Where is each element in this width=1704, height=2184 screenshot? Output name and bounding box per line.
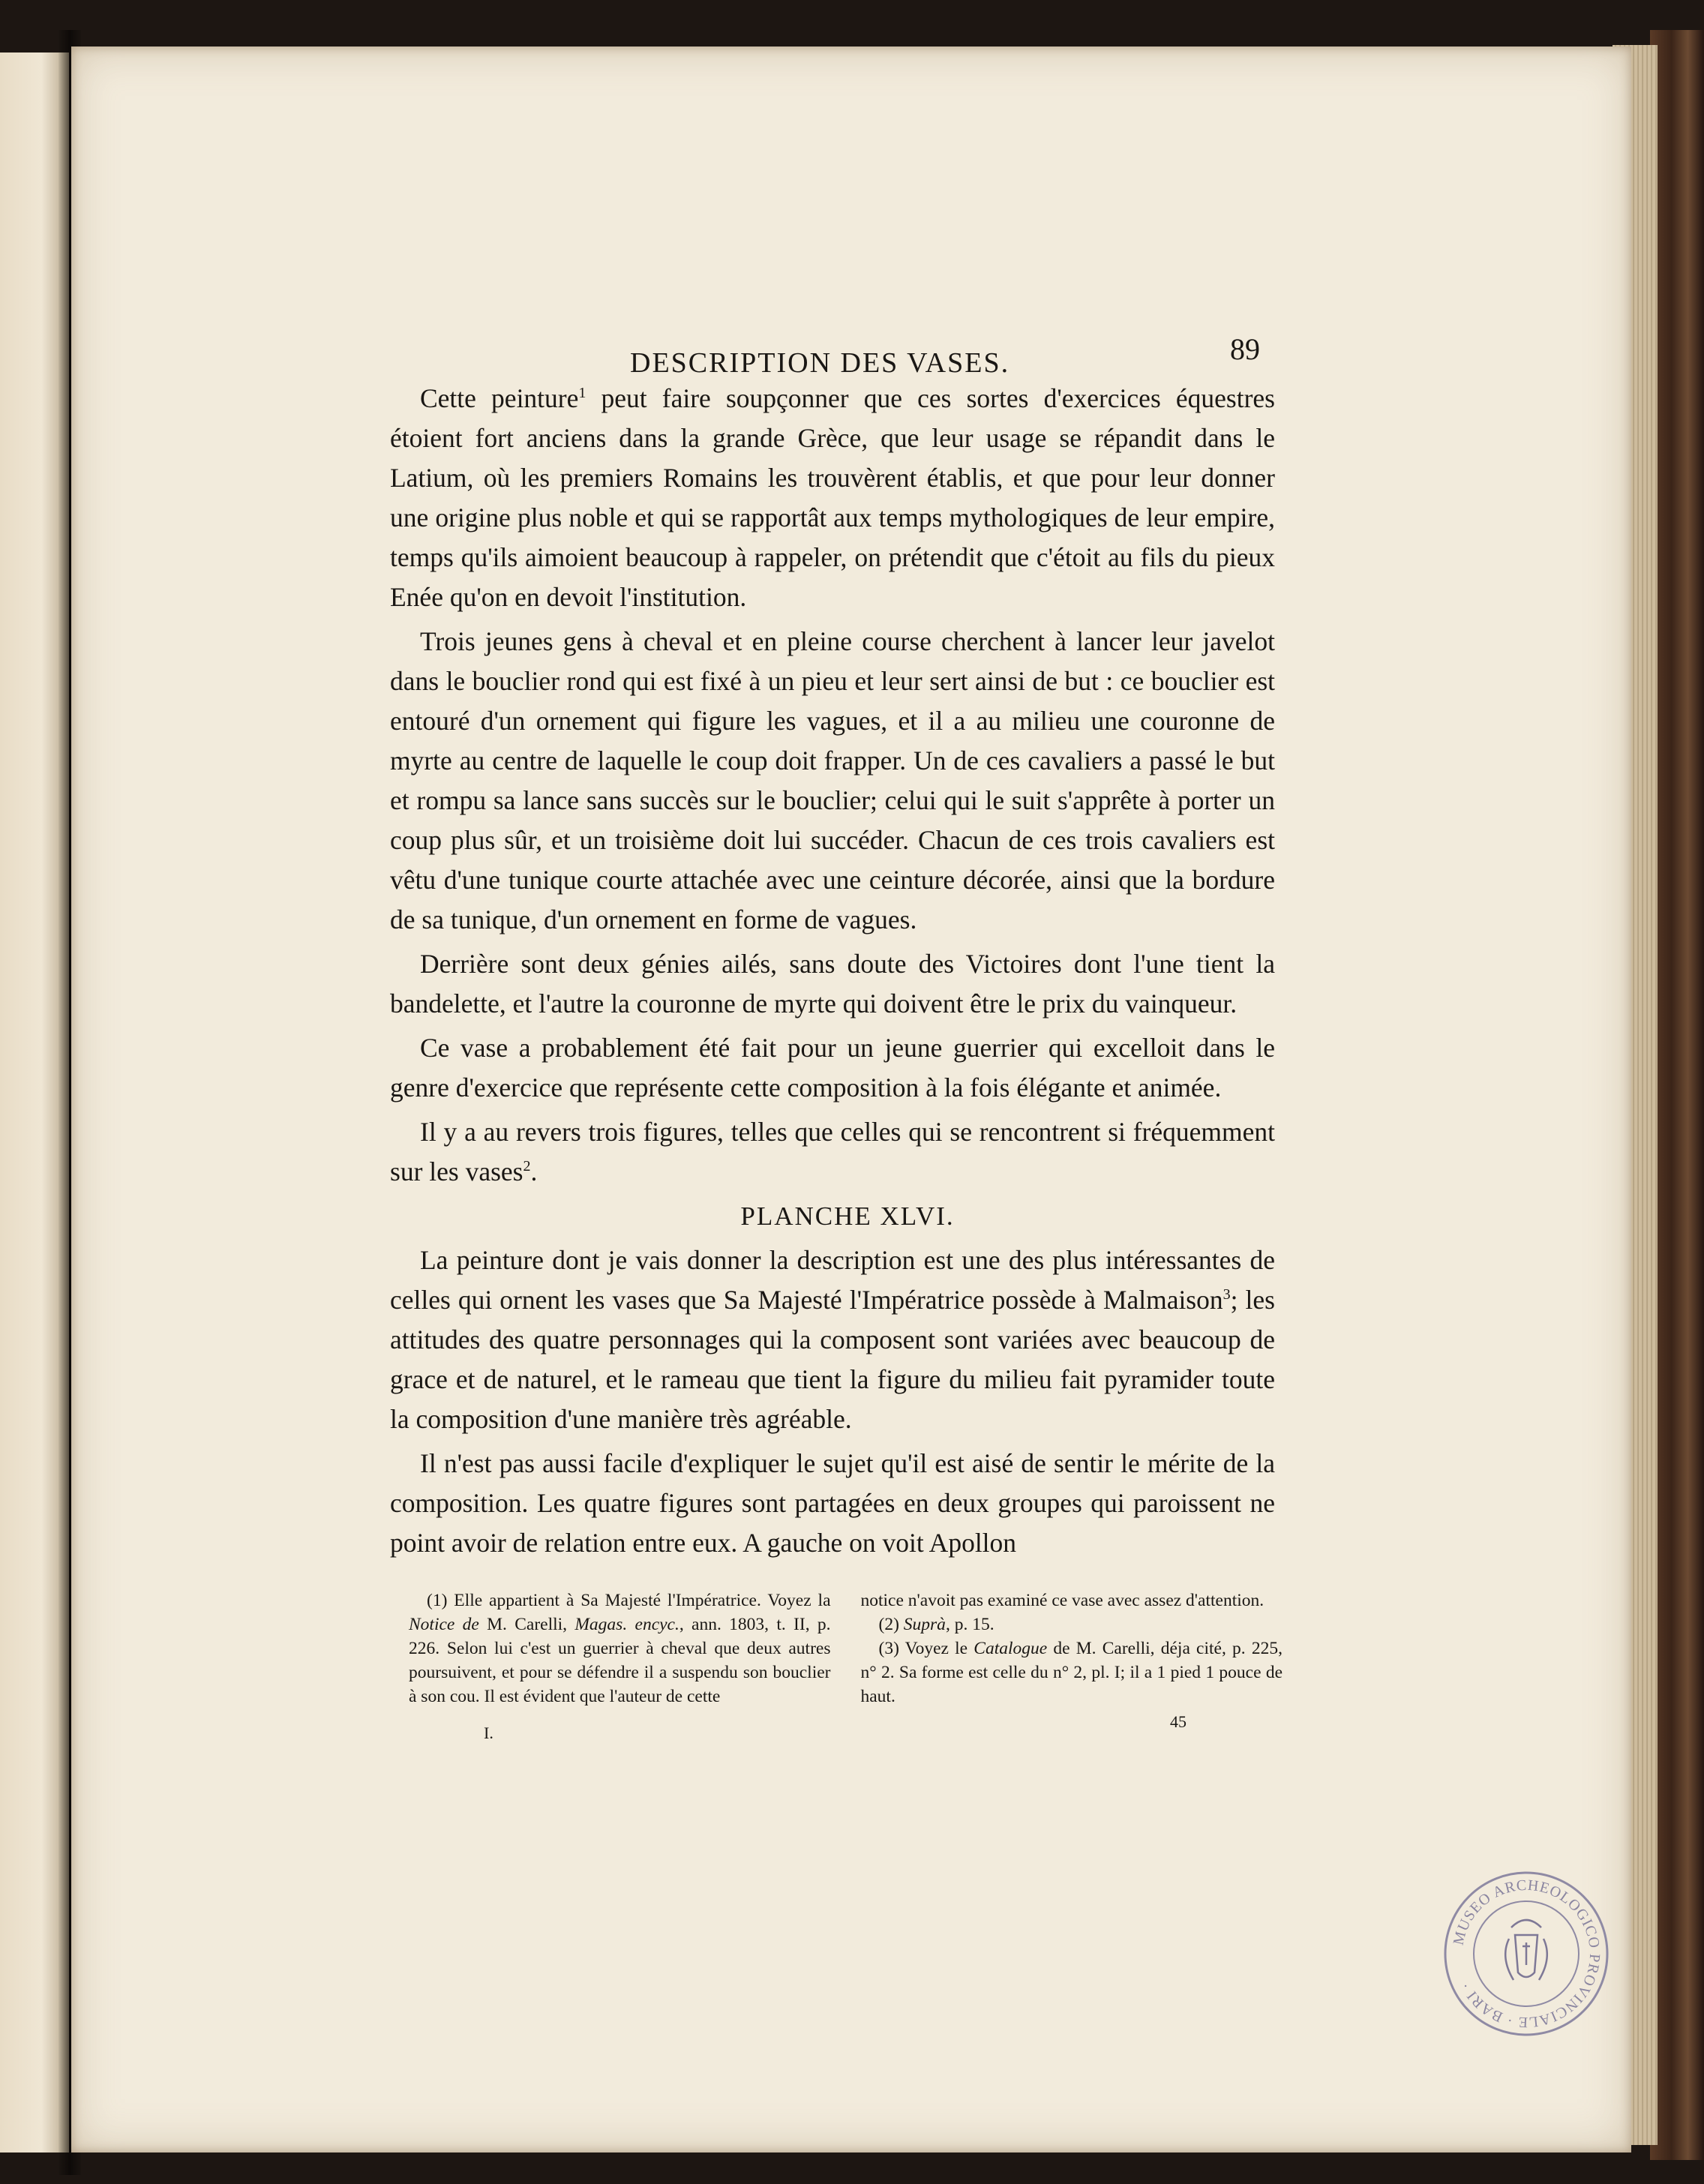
footnote-ref-3: 3 [1222, 1286, 1231, 1304]
footnote-ref-2: 2 [523, 1158, 531, 1175]
footnote-ref-1: 1 [578, 385, 586, 402]
footnote-text: M. Carelli, [478, 1615, 575, 1634]
paragraph-text: . [530, 1156, 538, 1186]
footnote-1-continued: notice n'avoit pas examiné ce vase avec assez d'attention. [860, 1591, 1264, 1610]
paragraph-7: Il n'est pas aussi facile d'expliquer le sujet qu'il est aisé de sentir le mérite de la composition. Les quatre figures sont partagées en deux groupes qui paroissent ne point avoir de relation entre eux. A gauche on voit Apollon [390, 1448, 1275, 1558]
running-head: DESCRIPTION DES VASES. [630, 347, 1010, 379]
footnote-text: (1) Elle appartient à Sa Majesté l'Impératrice. Voyez la [427, 1591, 831, 1610]
paragraph-text: Il y a au revers trois figures, telles que celles qui se rencontrent si fréquemment sur les vases [390, 1117, 1275, 1186]
paragraph-2: Trois jeunes gens à cheval et en pleine course cherchent à lancer leur javelot dans le bouclier rond qui est fixé à un pieu et leur sert ainsi de but : ce bouclier est entouré d'un ornement qui figure les vagues, et il a au milieu une couronne de myrte au centre de laquelle le coup doit frapper. Un de ces cavaliers a passé le but et rompu sa lance sans succès sur le bouclier; celui qui le suit s'apprête à porter un coup plus sûr, et un troisième doit lui succéder. Chacun de ces trois cavaliers est vêtu d'une tunique courte attachée avec une ceinture décorée, ainsi que la bordure de sa tunique, d'un ornement en forme de vagues. [390, 626, 1275, 934]
signature-mark: I. [484, 1724, 494, 1742]
footnote-italic: Suprà [903, 1615, 946, 1634]
stamp-text: MUSEO ARCHEOLOGICO PROVINCIALE · BARI · [1450, 1876, 1604, 2031]
footnote-2 [861, 1612, 1283, 1636]
plate-count: 45 [1170, 1712, 1186, 1731]
footnote-text: , ann. 1803, t. II, p. 226. Selon lui c'est un guerrier à cheval que deux autres poursuivent, et pour se défendre il a suspendu son bouclier à son cou. Il est évident que l'auteur de cette [409, 1615, 831, 1706]
section-heading: PLANCHE XLVI. [740, 1202, 955, 1231]
book-cover-edge [1650, 30, 1704, 2160]
footnote-text: (2) [878, 1615, 904, 1634]
paragraph-3: Derrière sont deux génies ailés, sans doute des Victoires dont l'une tient la bandelette, et l'autre la couronne de myrte qui doivent être le prix du vainqueur. [390, 949, 1275, 1018]
footnote-1 [409, 1588, 831, 1708]
paragraph-1 [390, 379, 1275, 617]
footnotes [409, 1588, 1282, 1708]
footnote-text: (3) Voyez le [878, 1639, 974, 1658]
paragraph-text: peut faire soupçonner que ces sortes d'exercices équestres étoient fort anciens dans la grande Grèce, que leur usage se répandit dans le Latium, où les premiers Romains les trouvèrent établis, et que pour leur donner une origine plus noble et qui se rapportât aux temps mythologiques de leur empire, temps qu'ils aimoient beaucoup à rappeler, on prétendit que c'étoit au fils du pieux Enée qu'on en devoit l'institution. [390, 383, 1275, 612]
paragraph-text: ; les attitudes des quatre personnages qui la composent sont variées avec beaucoup de grace et de naturel, et le rameau que tient la figure du milieu fait pyramider toute la composition d'une manière très agréable. [390, 1285, 1275, 1434]
paragraph-text: Cette peinture [420, 383, 579, 413]
footnote-italic: Catalogue [974, 1639, 1048, 1658]
body-text [390, 379, 1275, 1568]
footnote-italic: Magas. encyc. [574, 1615, 680, 1634]
footnotes-left-column [409, 1588, 831, 1708]
footnote-text: de M. Carelli, déja cité, p. 225, n° 2. Sa forme est celle du n° 2, pl. I; il a 1 pied 1 pouce de haut. [860, 1639, 1282, 1706]
museum-stamp-icon [1440, 1868, 1612, 2040]
page-number: 89 [1230, 332, 1260, 366]
paragraph-4: Ce vase a probablement été fait pour un jeune guerrier qui excelloit dans le genre d'exercice que représente cette composition à la fois élégante et animée. [390, 1033, 1275, 1102]
footnote-italic: Notice de [409, 1615, 479, 1634]
paragraph-text: La peinture dont je vais donner la description est une des plus intéressantes de celles qui ornent les vases que Sa Majesté l'Impératrice possède à Malmaison [390, 1245, 1275, 1315]
footnote-text: , p. 15. [945, 1615, 994, 1634]
paragraph-5 [390, 1112, 1275, 1192]
footnote-3 [861, 1636, 1283, 1708]
page-header [630, 332, 1268, 384]
paragraph-6 [390, 1240, 1275, 1439]
footnotes-right-column [861, 1588, 1283, 1708]
